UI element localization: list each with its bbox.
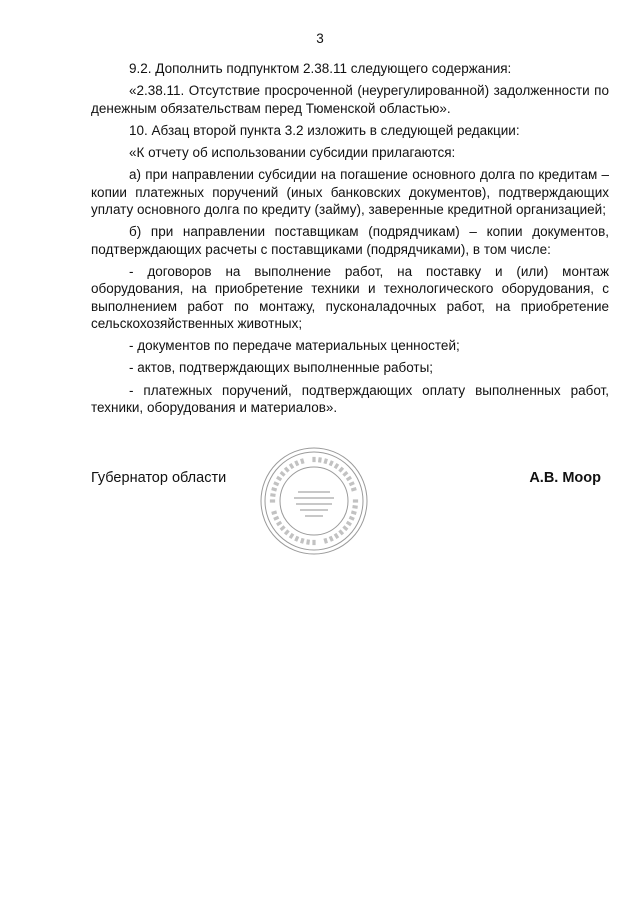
seal-ring-letter-mark bbox=[273, 516, 279, 521]
seal-ring-letter-mark bbox=[329, 460, 334, 466]
seal-ring-letter-mark bbox=[351, 487, 357, 492]
seal-ring-letter-mark bbox=[294, 460, 299, 466]
seal-ring-letter-mark bbox=[280, 525, 286, 531]
seal-ring-letter-mark bbox=[353, 499, 358, 502]
seal-ring-letter-mark bbox=[294, 536, 299, 542]
official-seal-stamp bbox=[258, 445, 370, 557]
seal-ring-letter-mark bbox=[334, 463, 340, 469]
seal-ring-letter-mark bbox=[289, 463, 295, 469]
list-item-payment-orders: - платежных поручений, подтверждающих оплату выполненных работ, техники, оборудования и материалов». bbox=[91, 382, 609, 416]
seal-ring-letter-mark bbox=[349, 516, 355, 521]
seal-ring-letter-mark bbox=[289, 533, 295, 539]
list-item-documents: - документов по передаче материальных ценностей; bbox=[129, 338, 460, 354]
seal-ring-letter-mark bbox=[352, 505, 358, 509]
paragraph-9-2: 9.2. Дополнить подпунктом 2.38.11 следующего содержания: bbox=[129, 61, 512, 76]
seal-ring-letter-mark bbox=[342, 471, 348, 477]
seal-ring-letter-mark bbox=[273, 481, 279, 486]
seal-ring-letter-mark bbox=[300, 538, 305, 544]
seal-ring-letter-mark bbox=[284, 467, 290, 473]
seal-ring-letter-mark bbox=[271, 510, 277, 515]
seal-ring-letter-mark bbox=[349, 481, 355, 486]
seal-ring-letter-mark bbox=[271, 487, 277, 492]
seal-ring-letter-mark bbox=[329, 536, 334, 542]
list-item-contracts: - договоров на выполнение работ, на поставку и (или) монтаж оборудования, на приобретение техники и технологического оборудования, с выполнением работ по монтажу, пусконаладочных работ, на приобретение сельскохозяйственных животных; bbox=[91, 263, 609, 331]
list-item-acts: - актов, подтверждающих выполненные работы; bbox=[129, 360, 434, 376]
document-body bbox=[91, 60, 609, 421]
seal-ring-letter-mark bbox=[270, 493, 276, 497]
seal-ring-letter-mark bbox=[346, 521, 352, 527]
seal-ring-letter-mark bbox=[284, 529, 290, 535]
seal-ring-letter-mark bbox=[300, 458, 305, 464]
seal-ring-letter-mark bbox=[351, 510, 357, 515]
page-number: 3 bbox=[316, 31, 324, 46]
seal-ring-letter-mark bbox=[312, 457, 315, 462]
paragraph-2-38-11: «2.38.11. Отсутствие просроченной (неурегулированной) задолженности по денежным обязательствам перед Тюменской областью». bbox=[91, 83, 609, 116]
seal-ring-letter-mark bbox=[334, 533, 340, 539]
signatory-title: Губернатор области bbox=[91, 470, 227, 486]
paragraph-item-a: а) при направлении субсидии на погашение основного долга по кредитам – копии платежных поручений (иных банковских документов), подтверждающих уплату основного долга по кредиту (займу), заверенные кредитной организацией; bbox=[91, 167, 609, 218]
signatory-name: А.В. Моор bbox=[529, 470, 601, 486]
seal-ring-letter-mark bbox=[338, 467, 344, 473]
seal-ring-letter-mark bbox=[318, 457, 322, 463]
seal-ring-letter-mark bbox=[323, 458, 328, 464]
paragraph-10: 10. Абзац второй пункта 3.2 изложить в следующей редакции: bbox=[129, 122, 520, 138]
seal-ring-letter-mark bbox=[280, 471, 286, 477]
seal-ring-letter-mark bbox=[276, 476, 282, 482]
paragraph-item-b: б) при направлении поставщикам (подрядчикам) – копии документов, подтверждающих расчеты с поставщиками (подрядчиками), в том числе: bbox=[91, 224, 609, 257]
seal-ring-letter-mark bbox=[338, 529, 344, 535]
seal-ring-letter-mark bbox=[312, 540, 315, 545]
paragraph-report-intro: «К отчету об использовании субсидии прилагаются: bbox=[129, 145, 456, 161]
seal-ring-letter-mark bbox=[342, 525, 348, 531]
seal-ring-letter-mark bbox=[276, 521, 282, 527]
seal-ring-letter-mark bbox=[323, 538, 328, 544]
seal-ring-letter-mark bbox=[306, 539, 310, 545]
seal-ring-letter-mark bbox=[270, 499, 275, 502]
seal-ring-letter-mark bbox=[346, 476, 352, 482]
